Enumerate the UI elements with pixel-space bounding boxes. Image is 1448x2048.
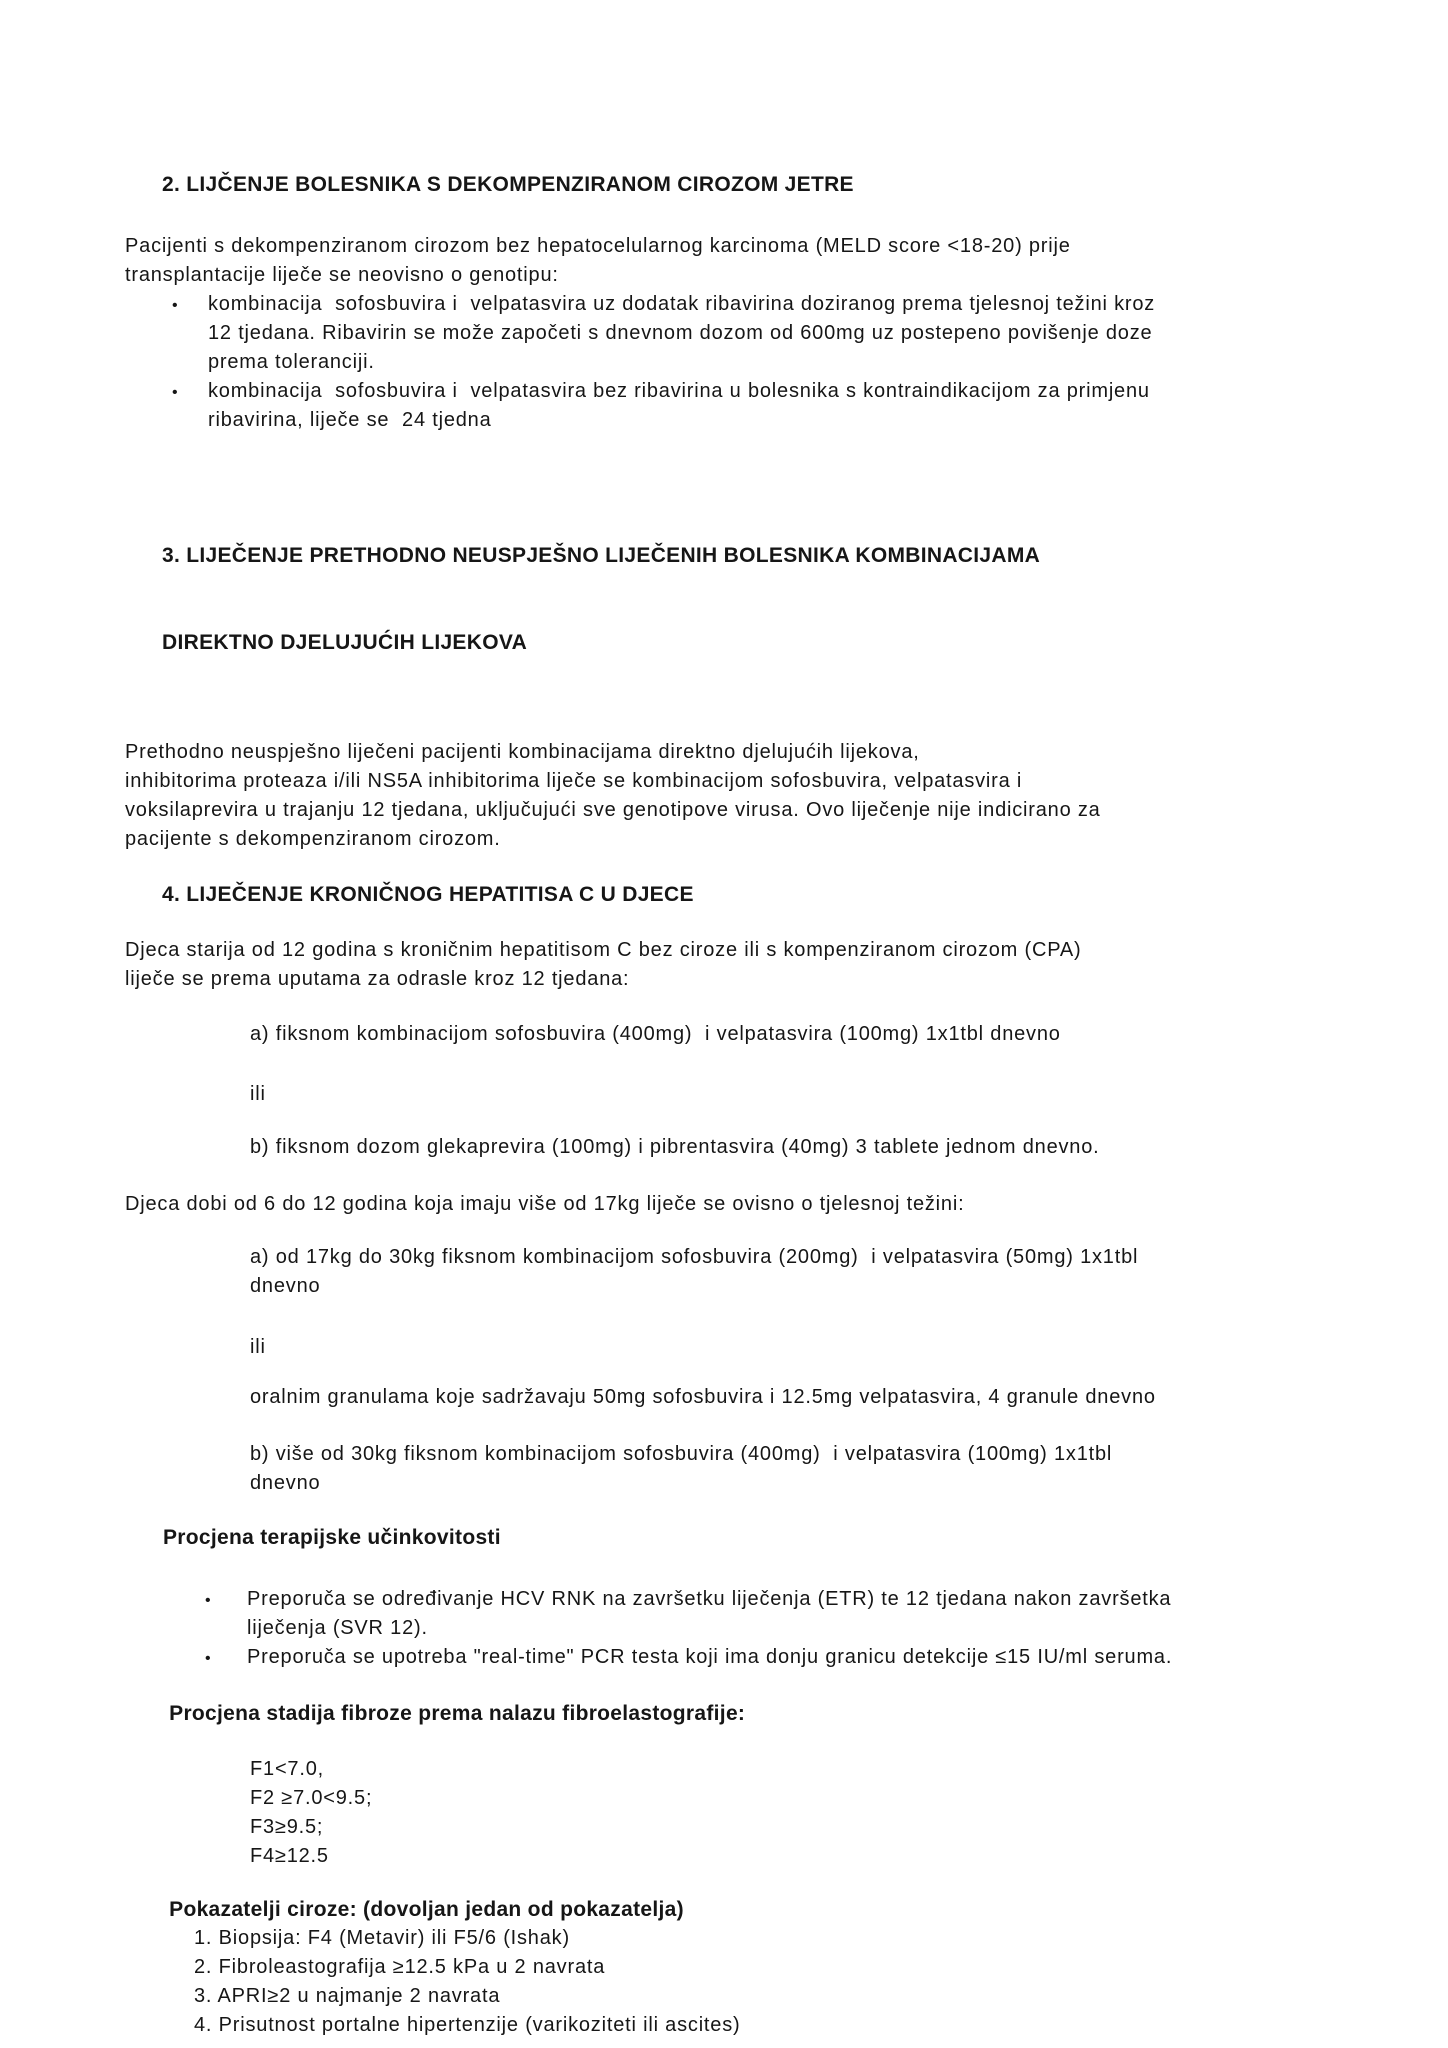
section-3-heading xyxy=(162,483,1408,715)
paragraph-line: prema toleranciji. xyxy=(208,351,375,373)
bullet-item xyxy=(125,377,1408,435)
paragraph-line: kombinacija sofosbuvira i velpatasvira bez ribavirina u bolesnika s kontraindikacijom za primjenu xyxy=(208,380,1150,402)
paragraph-line: inhibitorima proteaza i/ili NS5A inhibitorima liječe se kombinacijom sofosbuvira, velpatasvira i xyxy=(125,770,1023,792)
fibrosis-value: F3≥9.5; xyxy=(250,1816,324,1838)
bullet-item xyxy=(125,1643,1408,1673)
paragraph-line: dnevno xyxy=(250,1275,321,1297)
paragraph-line: pacijente s dekompenziranom cirozom. xyxy=(125,828,501,850)
bullet-icon: • xyxy=(205,1650,212,1667)
paragraph-line: liječenja (SVR 12). xyxy=(247,1617,428,1639)
paragraph-line: b) više od 30kg fiksnom kombinacijom sofosbuvira (400mg) i velpatasvira (100mg) 1x1tbl xyxy=(250,1443,1113,1465)
or-separator: ili xyxy=(250,1083,266,1105)
list-item: 4. Prisutnost portalne hipertenzije (varikoziteti ili ascites) xyxy=(194,2014,741,2036)
option-a-item: a) fiksnom kombinacijom sofosbuvira (400mg) i velpatasvira (100mg) 1x1tbl dnevno xyxy=(250,1023,1061,1045)
list-item: 3. APRI≥2 u najmanje 2 navrata xyxy=(194,1985,501,2007)
section-2-intro xyxy=(125,232,1408,290)
bullet-icon: • xyxy=(172,384,179,401)
section-3-paragraph xyxy=(125,738,1408,854)
section-4-intro xyxy=(125,936,1408,994)
paragraph-line: dnevno xyxy=(250,1472,321,1494)
bullet-text xyxy=(247,1643,1172,1673)
paragraph-line: 12 tjedana. Ribavirin se može započeti s dnevnom dozom od 600mg uz postepeno povišenje doze xyxy=(208,322,1153,344)
fibrosis-values xyxy=(250,1755,1408,1871)
paragraph-line: kombinacija sofosbuvira i velpatasvira uz dodatak ribavirina doziranog prema tjelesnoj težini kroz xyxy=(208,293,1156,315)
or-separator: ili xyxy=(250,1336,266,1358)
efficacy-heading: Procjena terapijske učinkovitosti xyxy=(163,1526,501,1549)
paragraph-line: a) od 17kg do 30kg fiksnom kombinacijom sofosbuvira (200mg) i velpatasvira (50mg) 1x1tbl xyxy=(250,1246,1139,1268)
bullet-icon: • xyxy=(205,1592,212,1609)
paragraph-line: voksilaprevira u trajanju 12 tjedana, uključujući sve genotipove virusa. Ovo liječenje nije indicirano za xyxy=(125,799,1101,821)
fibrosis-value: F2 ≥7.0<9.5; xyxy=(250,1787,373,1809)
paragraph-line: Preporuča se upotreba "real-time" PCR testa koji ima donju granicu detekcije ≤15 IU/ml seruma. xyxy=(247,1646,1173,1668)
option-b2-item xyxy=(250,1440,1408,1498)
bullet-icon: • xyxy=(172,297,179,314)
paragraph-line: Prethodno neuspješno liječeni pacijenti kombinacijama direktno djelujućih lijekova, xyxy=(125,741,920,763)
cirrhosis-heading: Pokazatelji ciroze: (dovoljan jedan od pokazatelja) xyxy=(163,1898,684,1921)
list-item: 2. Fibroleastografija ≥12.5 kPa u 2 navrata xyxy=(194,1956,606,1978)
fibrosis-value: F4≥12.5 xyxy=(250,1845,329,1867)
fibrosis-value: F1<7.0, xyxy=(250,1758,324,1780)
heading-line: 3. LIJEČENJE PRETHODNO NEUSPJEŠNO LIJEČENIH BOLESNIKA KOMBINACIJAMA xyxy=(162,544,1041,567)
cirrhosis-list xyxy=(194,1924,1408,2040)
option-a2-item xyxy=(250,1243,1408,1301)
section-2-heading: 2. LIJČENJE BOLESNIKA S DEKOMPENZIRANOM CIROZOM JETRE xyxy=(162,173,854,196)
paragraph-line: Pacijenti s dekompenziranom cirozom bez hepatocelularnog karcinoma (MELD score <18-20) prije xyxy=(125,235,1071,257)
bullet-item xyxy=(125,290,1408,377)
fibrosis-heading: Procjena stadija fibroze prema nalazu fibroelastografije: xyxy=(163,1702,746,1725)
section-4-paragraph-2: Djeca dobi od 6 do 12 godina koja imaju više od 17kg liječe se ovisno o tjelesnoj težini: xyxy=(125,1193,965,1215)
option-b-item: b) fiksnom dozom glekaprevira (100mg) i pibrentasvira (40mg) 3 tablete jednom dnevno. xyxy=(250,1136,1100,1158)
section-4-heading: 4. LIJEČENJE KRONIČNOG HEPATITISA C U DJECE xyxy=(162,883,694,906)
bullet-text xyxy=(208,290,1155,377)
paragraph-line: Djeca starija od 12 godina s kroničnim hepatitisom C bez ciroze ili s kompenziranom cirozom (CPA) xyxy=(125,939,1082,961)
granules-item: oralnim granulama koje sadržavaju 50mg sofosbuvira i 12.5mg velpatasvira, 4 granule dnevno xyxy=(250,1386,1156,1408)
paragraph-line: liječe se prema uputama za odrasle kroz 12 tjedana: xyxy=(125,968,630,990)
bullet-text xyxy=(247,1585,1171,1643)
paragraph-line: transplantacije liječe se neovisno o genotipu: xyxy=(125,264,559,286)
paragraph-line: Preporuča se određivanje HCV RNK na završetku liječenja (ETR) te 12 tjedana nakon završetka xyxy=(247,1588,1172,1610)
bullet-item xyxy=(125,1585,1408,1643)
paragraph-line: ribavirina, liječe se 24 tjedna xyxy=(208,409,492,431)
bullet-text xyxy=(208,377,1150,435)
heading-line: DIREKTNO DJELUJUĆIH LIJEKOVA xyxy=(162,631,528,654)
list-item: 1. Biopsija: F4 (Metavir) ili F5/6 (Ishak) xyxy=(194,1927,570,1949)
